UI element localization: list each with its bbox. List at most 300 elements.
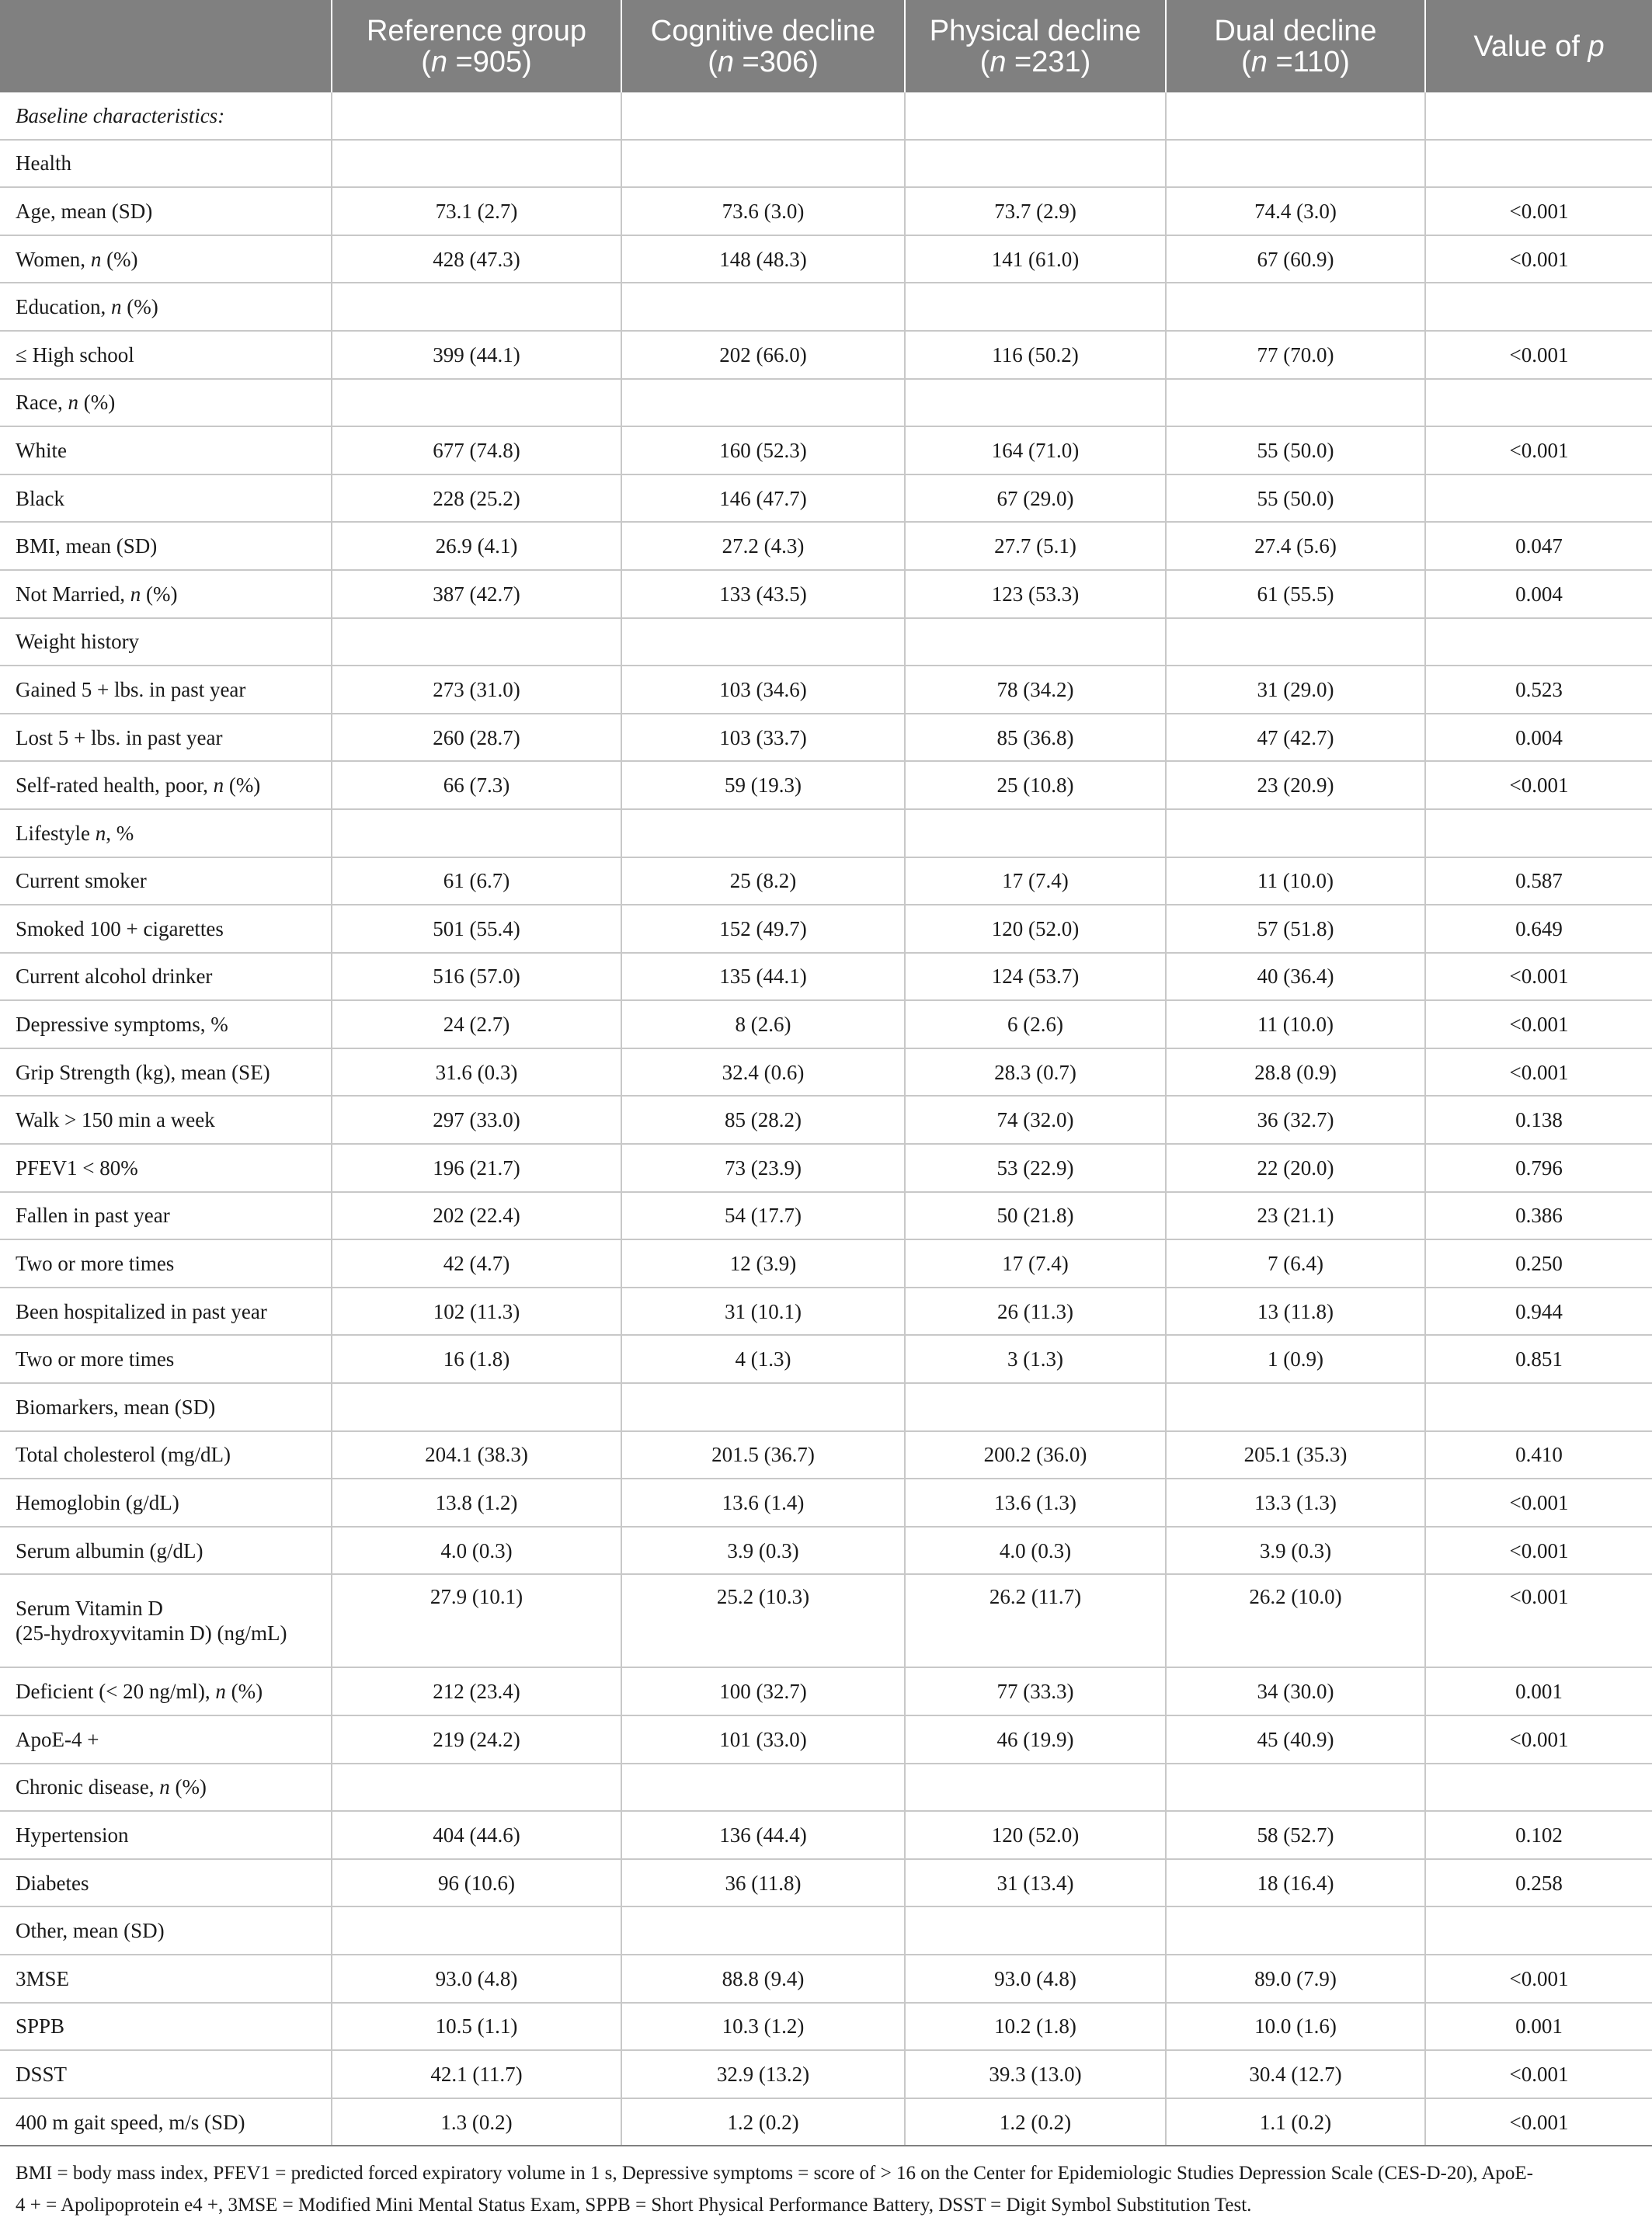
p-value: <0.001 — [1425, 1955, 1652, 2003]
reference-group-value: 61 (6.7) — [332, 857, 621, 905]
row-label — [0, 474, 332, 523]
row-label — [0, 522, 332, 570]
row-label-text: Diabetes — [16, 1871, 89, 1895]
dual-decline-value: 26.2 (10.0) — [1166, 1574, 1425, 1667]
cognitive-decline-value: 27.2 (4.3) — [621, 522, 905, 570]
row-label-text: Smoked 100 + cigarettes — [16, 916, 224, 940]
row-label-text: Not Married, — [16, 582, 130, 606]
dual-decline-value: 89.0 (7.9) — [1166, 1955, 1425, 2003]
reference-group-value: 202 (22.4) — [332, 1192, 621, 1240]
cognitive-decline-value: 10.3 (1.2) — [621, 2003, 905, 2051]
reference-group-value: 16 (1.8) — [332, 1335, 621, 1383]
p-value: <0.001 — [1425, 1715, 1652, 1764]
p-value: <0.001 — [1425, 1527, 1652, 1575]
physical-decline-value — [905, 1906, 1166, 1955]
row-label-text: Health — [16, 151, 71, 176]
n-suffix: =231) — [1006, 45, 1091, 78]
physical-decline-value: 46 (19.9) — [905, 1715, 1166, 1764]
row-label-italic: n — [95, 821, 106, 845]
cognitive-decline-value: 85 (28.2) — [621, 1096, 905, 1144]
physical-decline-value: 50 (21.8) — [905, 1192, 1166, 1240]
row-label-suffix: (%) — [121, 295, 158, 319]
reference-group-value: 196 (21.7) — [332, 1144, 621, 1192]
physical-decline-value: 4.0 (0.3) — [905, 1527, 1166, 1575]
row-label-suffix: (%) — [224, 773, 261, 798]
cognitive-decline-value: 73 (23.9) — [621, 1144, 905, 1192]
reference-group-value: 228 (25.2) — [332, 474, 621, 523]
cognitive-decline-value: 152 (49.7) — [621, 905, 905, 953]
reference-group-value: 24 (2.7) — [332, 1000, 621, 1048]
p-value: 0.004 — [1425, 570, 1652, 618]
p-value — [1425, 283, 1652, 331]
row-label-text: Total cholesterol (mg/dL) — [16, 1443, 231, 1467]
row-label-suffix: (%) — [225, 1680, 263, 1704]
cognitive-decline-value: 4 (1.3) — [621, 1335, 905, 1383]
reference-group-value: 297 (33.0) — [332, 1096, 621, 1144]
cognitive-decline-value: 13.6 (1.4) — [621, 1479, 905, 1527]
physical-decline-value: 39.3 (13.0) — [905, 2050, 1166, 2098]
row-label — [0, 809, 332, 857]
row-label-suffix: (%) — [101, 247, 138, 271]
cognitive-decline-value — [621, 1383, 905, 1431]
p-value — [1425, 1383, 1652, 1431]
table-row — [0, 1479, 1652, 1527]
cognitive-decline-value: 3.9 (0.3) — [621, 1527, 905, 1575]
row-label-text: Self-rated health, poor, — [16, 773, 214, 798]
p-value: 0.047 — [1425, 522, 1652, 570]
cognitive-decline-value: 136 (44.4) — [621, 1811, 905, 1859]
physical-decline-value — [905, 92, 1166, 140]
p-value: 0.001 — [1425, 1667, 1652, 1715]
physical-decline-value: 123 (53.3) — [905, 570, 1166, 618]
row-label — [0, 283, 332, 331]
cognitive-decline-value: 103 (34.6) — [621, 666, 905, 714]
p-value — [1425, 809, 1652, 857]
n-prefix: ( — [421, 45, 431, 78]
row-label-text: SPPB — [16, 2014, 65, 2039]
row-label-text: Two or more times — [16, 1347, 175, 1371]
row-label — [0, 1096, 332, 1144]
p-value: 0.001 — [1425, 2003, 1652, 2051]
physical-decline-value: 3 (1.3) — [905, 1335, 1166, 1383]
dual-decline-value: 57 (51.8) — [1166, 905, 1425, 953]
row-label — [0, 570, 332, 618]
row-label-text: Gained 5 + lbs. in past year — [16, 677, 246, 701]
p-value: 0.523 — [1425, 666, 1652, 714]
p-value — [1425, 474, 1652, 523]
cognitive-decline-value: 88.8 (9.4) — [621, 1955, 905, 2003]
cognitive-decline-value — [621, 92, 905, 140]
header-row — [0, 0, 1652, 92]
cognitive-decline-value: 73.6 (3.0) — [621, 187, 905, 235]
physical-decline-value: 28.3 (0.7) — [905, 1048, 1166, 1097]
table-row — [0, 1906, 1652, 1955]
header-group-name: Cognitive decline — [650, 14, 876, 47]
n-italic: n — [717, 45, 734, 78]
n-suffix: =306) — [733, 45, 819, 78]
row-label-text: Women, — [16, 247, 91, 271]
dual-decline-value: 45 (40.9) — [1166, 1715, 1425, 1764]
table-row — [0, 905, 1652, 953]
cognitive-decline-value: 146 (47.7) — [621, 474, 905, 523]
table-row — [0, 522, 1652, 570]
reference-group-value — [332, 283, 621, 331]
p-value: <0.001 — [1425, 761, 1652, 809]
physical-decline-value: 141 (61.0) — [905, 235, 1166, 283]
row-label-text: Black — [16, 486, 64, 510]
dual-decline-value: 3.9 (0.3) — [1166, 1527, 1425, 1575]
row-label-text: Walk > 150 min a week — [16, 1108, 215, 1132]
dual-decline-value — [1166, 92, 1425, 140]
physical-decline-value — [905, 1764, 1166, 1812]
row-label-text: Education, — [16, 295, 111, 319]
p-value: 0.004 — [1425, 714, 1652, 762]
physical-decline-value — [905, 283, 1166, 331]
dual-decline-value: 77 (70.0) — [1166, 331, 1425, 379]
physical-decline-value — [905, 618, 1166, 666]
dual-decline-value: 7 (6.4) — [1166, 1239, 1425, 1288]
row-label-text: Age, mean (SD) — [16, 199, 153, 223]
row-label — [0, 2050, 332, 2098]
row-label-text: ≤ High school — [16, 342, 134, 367]
row-label — [0, 92, 332, 140]
table-row — [0, 1811, 1652, 1859]
row-label-text: Baseline characteristics: — [16, 103, 225, 127]
row-label — [0, 953, 332, 1001]
cognitive-decline-value: 148 (48.3) — [621, 235, 905, 283]
physical-decline-value: 74 (32.0) — [905, 1096, 1166, 1144]
reference-group-value: 428 (47.3) — [332, 235, 621, 283]
table-row — [0, 1335, 1652, 1383]
table-row — [0, 1288, 1652, 1336]
p-value: 0.851 — [1425, 1335, 1652, 1383]
p-value: <0.001 — [1425, 235, 1652, 283]
dual-decline-value — [1166, 809, 1425, 857]
row-label-italic: n — [68, 391, 78, 415]
table-row — [0, 1383, 1652, 1431]
table-row — [0, 857, 1652, 905]
p-value: <0.001 — [1425, 187, 1652, 235]
header-group-n — [1167, 47, 1424, 78]
header-group-n — [332, 47, 621, 78]
dual-decline-value: 23 (21.1) — [1166, 1192, 1425, 1240]
dual-decline-value — [1166, 1383, 1425, 1431]
physical-decline-value: 77 (33.3) — [905, 1667, 1166, 1715]
physical-decline-value: 93.0 (4.8) — [905, 1955, 1166, 2003]
row-label-italic: n — [90, 247, 102, 271]
row-label-italic: n — [215, 1680, 226, 1704]
reference-group-value: 42 (4.7) — [332, 1239, 621, 1288]
table-row — [0, 1955, 1652, 2003]
dual-decline-value: 1.1 (0.2) — [1166, 2098, 1425, 2146]
row-label — [0, 857, 332, 905]
row-label — [0, 1192, 332, 1240]
row-label-text: Deficient (< 20 ng/ml), — [16, 1680, 216, 1704]
cognitive-decline-value: 32.4 (0.6) — [621, 1048, 905, 1097]
table-row — [0, 1667, 1652, 1715]
row-label-text: Fallen in past year — [16, 1204, 170, 1228]
row-label — [0, 379, 332, 427]
cognitive-decline-value: 25.2 (10.3) — [621, 1574, 905, 1667]
n-prefix: ( — [708, 45, 718, 78]
table-row — [0, 1527, 1652, 1575]
row-label-text: Two or more times — [16, 1252, 175, 1276]
row-label — [0, 140, 332, 188]
dual-decline-value: 67 (60.9) — [1166, 235, 1425, 283]
dual-decline-value: 31 (29.0) — [1166, 666, 1425, 714]
row-label-italic: n — [213, 773, 224, 798]
row-label — [0, 1144, 332, 1192]
cognitive-decline-value: 54 (17.7) — [621, 1192, 905, 1240]
cognitive-decline-value: 201.5 (36.7) — [621, 1431, 905, 1479]
table-row — [0, 1431, 1652, 1479]
physical-decline-value: 1.2 (0.2) — [905, 2098, 1166, 2146]
n-italic: n — [430, 45, 447, 78]
physical-decline-value — [905, 379, 1166, 427]
reference-group-value: 219 (24.2) — [332, 1715, 621, 1764]
table-row — [0, 2098, 1652, 2146]
row-label — [0, 1764, 332, 1812]
row-label — [0, 666, 332, 714]
table-row — [0, 379, 1652, 427]
row-label — [0, 1431, 332, 1479]
table-row — [0, 570, 1652, 618]
reference-group-value — [332, 92, 621, 140]
cognitive-decline-value: 32.9 (13.2) — [621, 2050, 905, 2098]
cognitive-decline-value: 8 (2.6) — [621, 1000, 905, 1048]
row-label — [0, 1955, 332, 2003]
reference-group-value: 31.6 (0.3) — [332, 1048, 621, 1097]
reference-group-value: 212 (23.4) — [332, 1667, 621, 1715]
physical-decline-value — [905, 140, 1166, 188]
table-row — [0, 1192, 1652, 1240]
table-row — [0, 235, 1652, 283]
reference-group-value: 4.0 (0.3) — [332, 1527, 621, 1575]
p-value: 0.258 — [1425, 1859, 1652, 1907]
p-value: <0.001 — [1425, 1000, 1652, 1048]
physical-decline-value: 164 (71.0) — [905, 426, 1166, 474]
table-row — [0, 1000, 1652, 1048]
row-label-suffix: (%) — [78, 391, 116, 415]
table-footnote — [0, 2146, 1652, 2221]
footnote-line-1: BMI = body mass index, PFEV1 = predicted forced expiratory volume in 1 s, Depressive symptoms = score of > 16 on the Center for Epidemiologic Studies Depression Scale (CES-D-20), ApoE- — [16, 2163, 1533, 2185]
physical-decline-value: 53 (22.9) — [905, 1144, 1166, 1192]
row-label-text: White — [16, 438, 67, 462]
row-label — [0, 1715, 332, 1764]
row-label-text: Current alcohol drinker — [16, 965, 213, 989]
dual-decline-value — [1166, 1906, 1425, 1955]
reference-group-value: 677 (74.8) — [332, 426, 621, 474]
dual-decline-value: 55 (50.0) — [1166, 474, 1425, 523]
header-group-n — [622, 47, 904, 78]
row-label-text: Hypertension — [16, 1823, 129, 1847]
header-group-n — [906, 47, 1165, 78]
table-row — [0, 2050, 1652, 2098]
table-row — [0, 618, 1652, 666]
reference-group-value: 273 (31.0) — [332, 666, 621, 714]
table-row — [0, 187, 1652, 235]
dual-decline-value: 22 (20.0) — [1166, 1144, 1425, 1192]
header-physical-decline — [905, 0, 1166, 92]
header-group-name: Dual decline — [1214, 14, 1377, 47]
physical-decline-value: 200.2 (36.0) — [905, 1431, 1166, 1479]
reference-group-value: 387 (42.7) — [332, 570, 621, 618]
physical-decline-value: 124 (53.7) — [905, 953, 1166, 1001]
reference-group-value — [332, 379, 621, 427]
table-row — [0, 809, 1652, 857]
table-row — [0, 140, 1652, 188]
row-label — [0, 1667, 332, 1715]
row-label — [0, 1383, 332, 1431]
p-value: <0.001 — [1425, 426, 1652, 474]
n-suffix: =905) — [447, 45, 532, 78]
row-label — [0, 1000, 332, 1048]
row-label — [0, 1859, 332, 1907]
dual-decline-value: 30.4 (12.7) — [1166, 2050, 1425, 2098]
header-group-name: Physical decline — [929, 14, 1142, 47]
cognitive-decline-value: 31 (10.1) — [621, 1288, 905, 1336]
physical-decline-value: 78 (34.2) — [905, 666, 1166, 714]
physical-decline-value — [905, 1383, 1166, 1431]
row-label-text: Hemoglobin (g/dL) — [16, 1491, 179, 1515]
cognitive-decline-value — [621, 1764, 905, 1812]
dual-decline-value: 23 (20.9) — [1166, 761, 1425, 809]
cognitive-decline-value — [621, 809, 905, 857]
table-row — [0, 1574, 1652, 1667]
row-label-text: ApoE-4 + — [16, 1727, 99, 1751]
row-label-text: 3MSE — [16, 1966, 70, 1990]
p-value — [1425, 92, 1652, 140]
p-value: 0.102 — [1425, 1811, 1652, 1859]
reference-group-value: 42.1 (11.7) — [332, 2050, 621, 2098]
n-prefix: ( — [1241, 45, 1251, 78]
reference-group-value — [332, 1764, 621, 1812]
reference-group-value: 501 (55.4) — [332, 905, 621, 953]
physical-decline-value: 26 (11.3) — [905, 1288, 1166, 1336]
row-label — [0, 1048, 332, 1097]
row-label — [0, 1479, 332, 1527]
header-label-cell — [0, 0, 332, 92]
reference-group-value: 516 (57.0) — [332, 953, 621, 1001]
table-row — [0, 331, 1652, 379]
physical-decline-value: 73.7 (2.9) — [905, 187, 1166, 235]
dual-decline-value: 11 (10.0) — [1166, 1000, 1425, 1048]
row-label-text: Serum Vitamin D — [16, 1597, 163, 1621]
table-row — [0, 761, 1652, 809]
reference-group-value: 204.1 (38.3) — [332, 1431, 621, 1479]
row-label-line2: (25-hydroxyvitamin D) (ng/mL) — [16, 1621, 287, 1646]
p-value: 0.250 — [1425, 1239, 1652, 1288]
row-label — [0, 2003, 332, 2051]
table-row — [0, 1048, 1652, 1097]
row-label-italic: n — [110, 295, 122, 319]
dual-decline-value — [1166, 1764, 1425, 1812]
row-label — [0, 1239, 332, 1288]
header-p-value — [1425, 0, 1652, 92]
dual-decline-value: 61 (55.5) — [1166, 570, 1425, 618]
reference-group-value — [332, 809, 621, 857]
physical-decline-value: 120 (52.0) — [905, 905, 1166, 953]
row-label — [0, 1288, 332, 1336]
n-italic: n — [1250, 45, 1268, 78]
dual-decline-value: 13.3 (1.3) — [1166, 1479, 1425, 1527]
row-label-text: Grip Strength (kg), mean (SE) — [16, 1060, 270, 1084]
row-label — [0, 426, 332, 474]
row-label-italic: n — [130, 582, 141, 606]
row-label-text: Been hospitalized in past year — [16, 1299, 267, 1323]
physical-decline-value: 120 (52.0) — [905, 1811, 1166, 1859]
cognitive-decline-value — [621, 379, 905, 427]
p-value — [1425, 379, 1652, 427]
row-label-text: 400 m gait speed, m/s (SD) — [16, 2110, 245, 2134]
table-row — [0, 666, 1652, 714]
reference-group-value: 10.5 (1.1) — [332, 2003, 621, 2051]
reference-group-value: 102 (11.3) — [332, 1288, 621, 1336]
reference-group-value: 73.1 (2.7) — [332, 187, 621, 235]
row-label-text: Serum albumin (g/dL) — [16, 1538, 203, 1562]
table-row — [0, 1764, 1652, 1812]
row-label-text: DSST — [16, 2062, 68, 2086]
reference-group-value: 404 (44.6) — [332, 1811, 621, 1859]
reference-group-value: 96 (10.6) — [332, 1859, 621, 1907]
row-label-suffix: (%) — [141, 582, 178, 606]
cognitive-decline-value — [621, 618, 905, 666]
table-row — [0, 474, 1652, 523]
p-value: <0.001 — [1425, 953, 1652, 1001]
table-row — [0, 1715, 1652, 1764]
header-group-name: Reference group — [366, 14, 587, 47]
cognitive-decline-value — [621, 283, 905, 331]
row-label-text: Race, — [16, 391, 68, 415]
row-label-text: Current smoker — [16, 869, 147, 893]
row-label — [0, 1335, 332, 1383]
physical-decline-value: 85 (36.8) — [905, 714, 1166, 762]
p-value — [1425, 1906, 1652, 1955]
cognitive-decline-value: 25 (8.2) — [621, 857, 905, 905]
p-value: <0.001 — [1425, 1479, 1652, 1527]
physical-decline-value: 31 (13.4) — [905, 1859, 1166, 1907]
pvalue-text: Value of — [1473, 30, 1588, 63]
p-value: <0.001 — [1425, 2050, 1652, 2098]
reference-group-value — [332, 618, 621, 666]
reference-group-value — [332, 1906, 621, 1955]
reference-group-value: 66 (7.3) — [332, 761, 621, 809]
cognitive-decline-value: 160 (52.3) — [621, 426, 905, 474]
reference-group-value: 1.3 (0.2) — [332, 2098, 621, 2146]
reference-group-value: 27.9 (10.1) — [332, 1574, 621, 1667]
p-value: 0.587 — [1425, 857, 1652, 905]
cognitive-decline-value: 1.2 (0.2) — [621, 2098, 905, 2146]
table-row — [0, 714, 1652, 762]
p-value: 0.649 — [1425, 905, 1652, 953]
reference-group-value: 399 (44.1) — [332, 331, 621, 379]
row-label-text: Lost 5 + lbs. in past year — [16, 725, 223, 749]
row-label — [0, 618, 332, 666]
cognitive-decline-value: 135 (44.1) — [621, 953, 905, 1001]
table-row — [0, 2003, 1652, 2051]
header-dual-decline — [1166, 0, 1425, 92]
row-label — [0, 187, 332, 235]
table-row — [0, 1239, 1652, 1288]
cognitive-decline-value: 59 (19.3) — [621, 761, 905, 809]
row-label — [0, 1906, 332, 1955]
dual-decline-value: 58 (52.7) — [1166, 1811, 1425, 1859]
row-label-text: PFEV1 < 80% — [16, 1156, 138, 1180]
row-label-text: Depressive symptoms, % — [16, 1013, 228, 1037]
row-label-text: Weight history — [16, 630, 140, 654]
cognitive-decline-value — [621, 140, 905, 188]
dual-decline-value: 40 (36.4) — [1166, 953, 1425, 1001]
